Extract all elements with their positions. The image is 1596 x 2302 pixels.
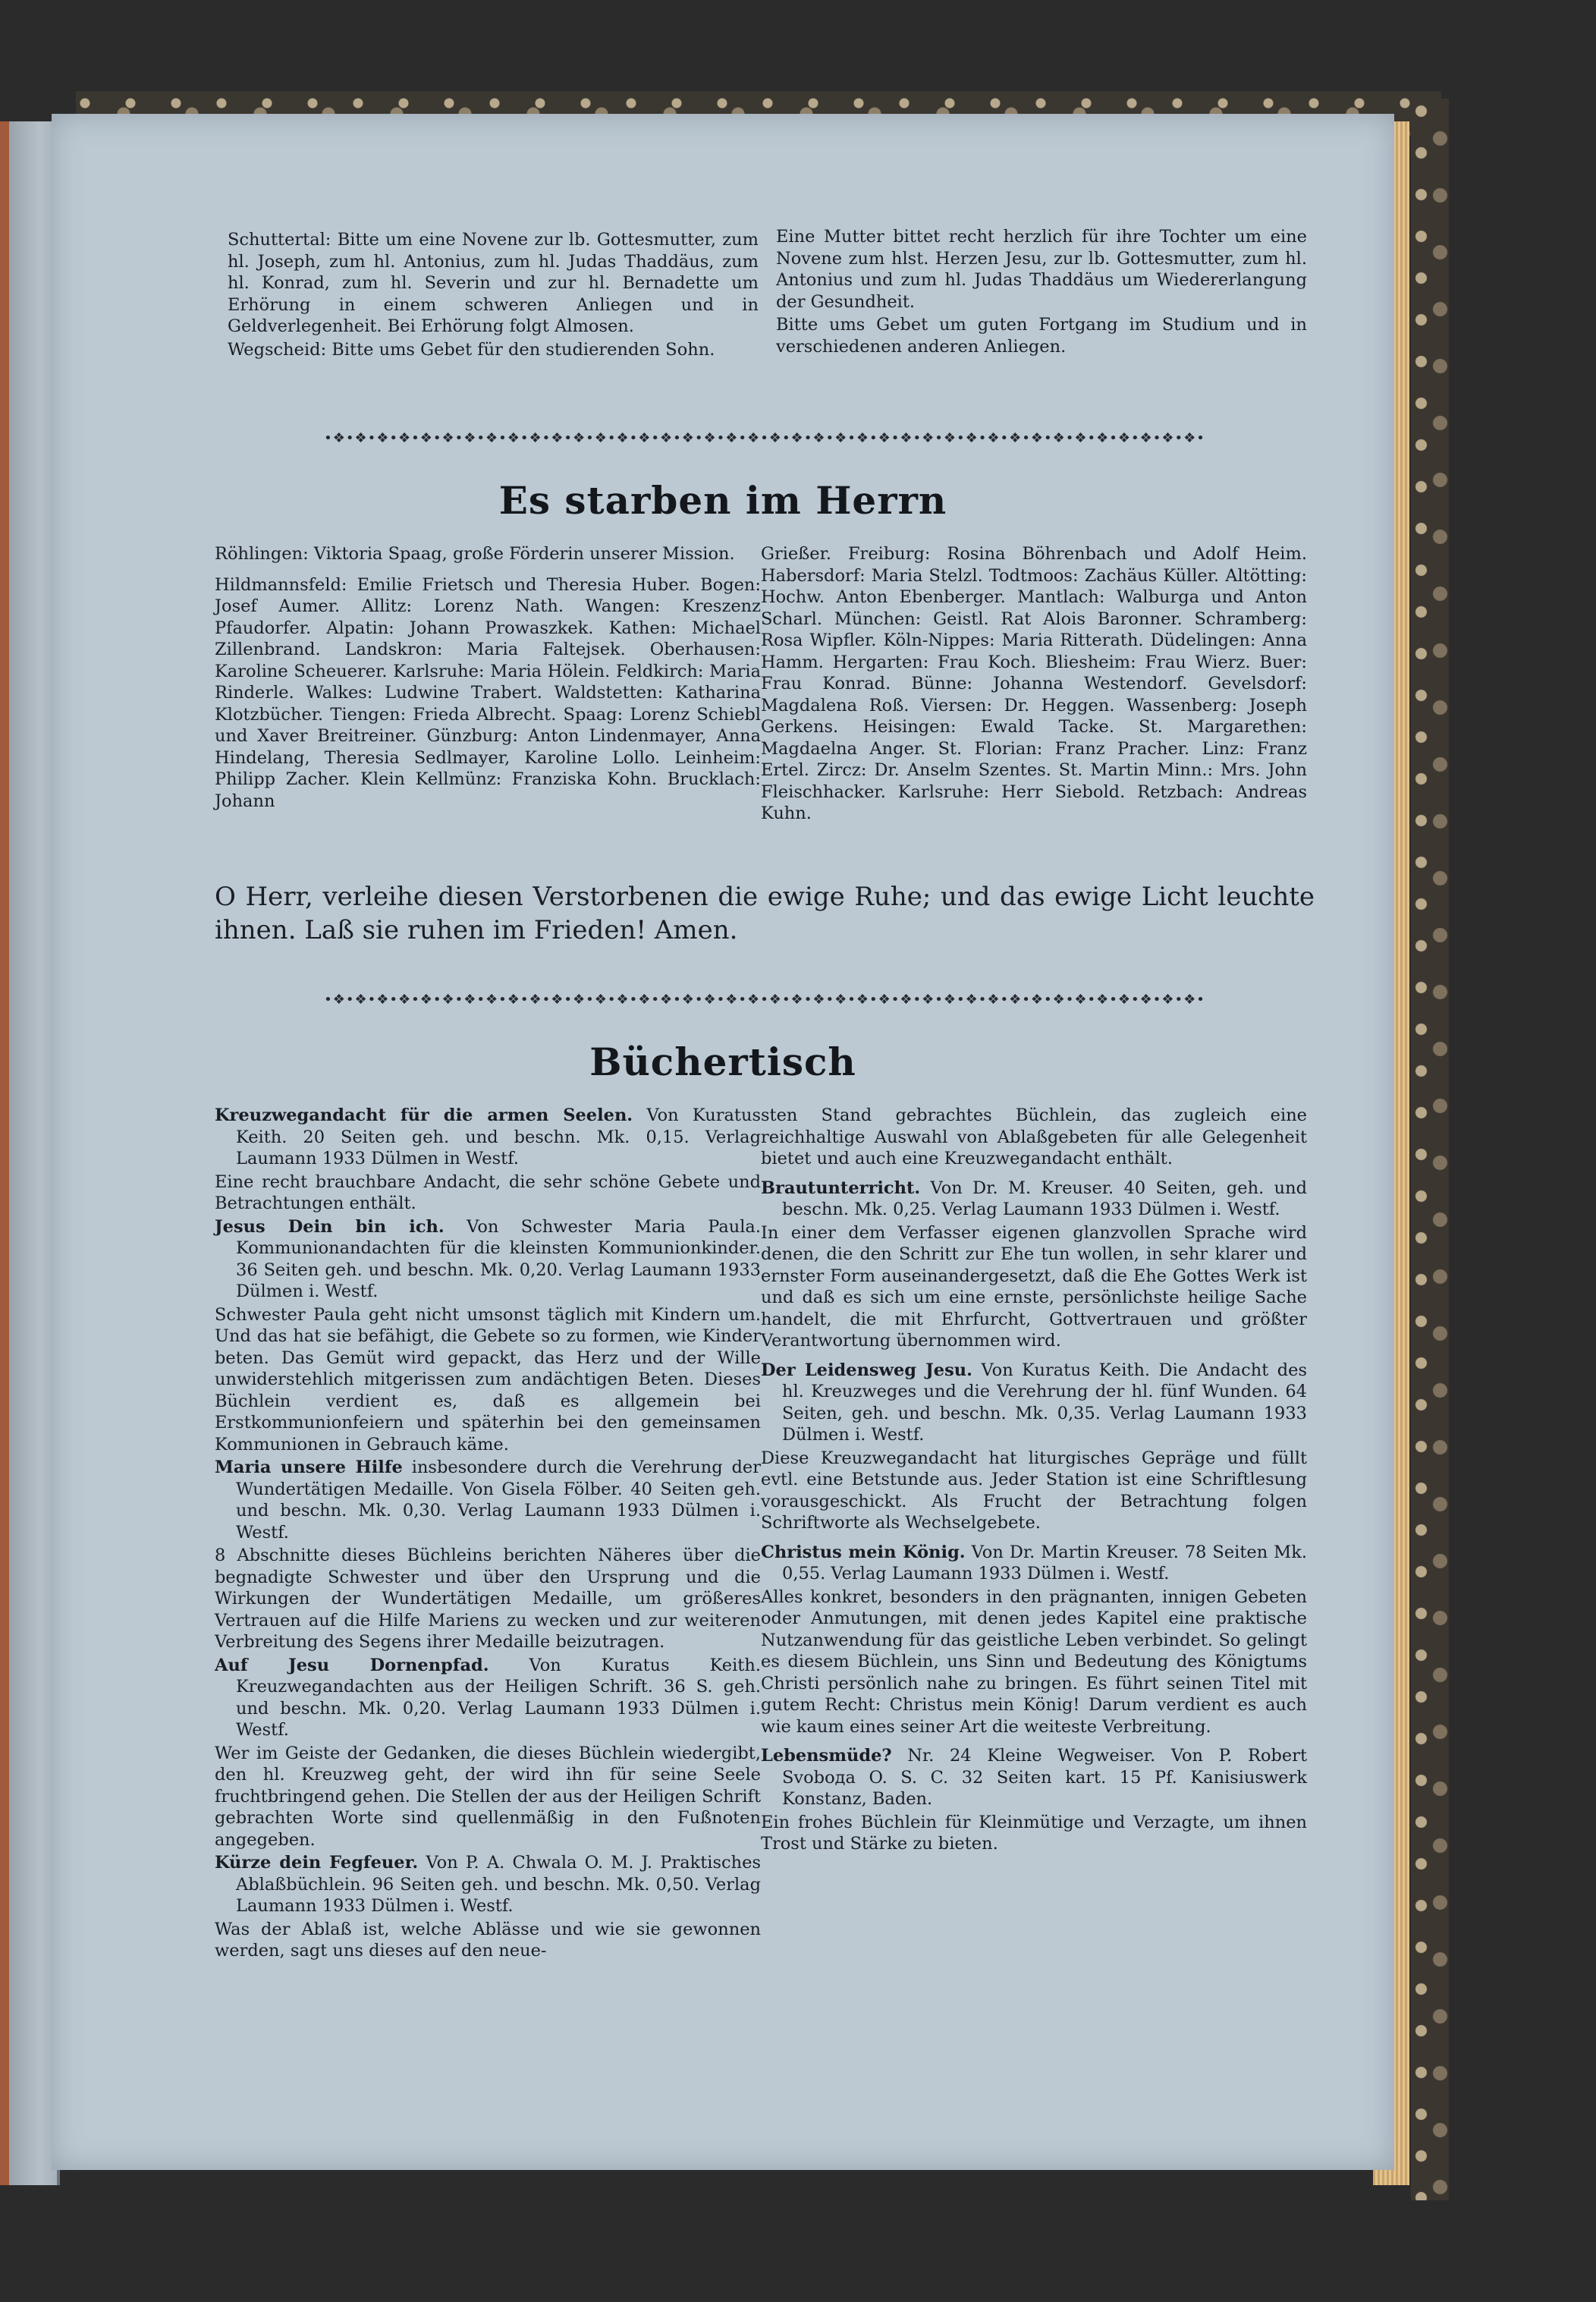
obituary-heading: Es starben im Herrn — [498, 478, 947, 523]
memorial-prayer: O Herr, verleihe diesen Verstorbenen die ewige Ruhe; und das ewige Licht leuchte ihnen. Laß sie ruhen im Frieden! Amen. — [215, 882, 1315, 945]
book-review: 8 Abschnitte dieses Büchleins berichten Näheres über die begnadigte Schwester und über den Ursprung und die Wirkungen der Wundertätigen Medaille, um größeres Vertrauen auf die Hilfe Mariens zu wecken und zur weiteren Verbreitung des Segens ihrer Medaille beizutragen. — [215, 1546, 761, 1652]
book-entry — [215, 1105, 761, 1170]
request-paragraph: Wegscheid: Bitte ums Gebet für den studierenden Sohn. — [228, 339, 715, 360]
book-title: Kreuzwegandacht für die armen Seelen. — [215, 1105, 633, 1125]
book-title: Christus mein König. — [761, 1542, 966, 1562]
request-paragraph: Eine Mutter bittet recht herzlich für ihre Tochter um eine Novene zum hlst. Herzen Jesu, zur lb. Gottesmutter, zum hl. Antonius und zum hl. Judas Thaddäus um Wiedererlangung der Gesundheit. — [776, 227, 1307, 312]
binding-spine — [1411, 99, 1449, 2200]
book-entry — [215, 1852, 761, 1917]
requests-right-column — [776, 226, 1307, 357]
book-review: sten Stand gebrachtes Büchlein, das zugleich eine reichhaltige Auswahl von Ablaßgebeten für alle Gelegenheit bietet und auch eine Kreuzwegandacht enthält. — [761, 1105, 1307, 1168]
obituary-paragraph: Röhlingen: Viktoria Spaag, große Förderin unserer Mission. — [215, 544, 735, 564]
book-review: Wer im Geiste der Gedanken, die dieses Büchlein wiedergibt, den hl. Kreuzweg geht, der wird ihn für seine Seele fruchtbringend gehen. Die Stellen der aus der Heiligen Schrift gebrachten Worte sind quellenmäßig in den Fußnoten angegeben. — [215, 1743, 761, 1850]
obituary-paragraph: Grießer. Freiburg: Rosina Böhrenbach und Adolf Heim. Habersdorf: Maria Stelzl. Todtmoos: Zachäus Küller. Altötting: Hochw. Anton Ebenberger. Mantlach: Walburga und Anton Scharl. München: Geistl. Rat Alois Baronner. Schramberg: Rosa Wipfler. Köln-Nippes: Maria Ritterath. Düdelingen: Anna Hamm. Hergarten: Frau Koch. Bliesheim: Frau Wierz. Buer: Frau Konrad. Bünne: Johanna Westendorf. Gevelsdorf: Magdalena Roß. Viersen: Dr. Heggen. Wassenberg: Joseph Gerkens. Heisingen: Ewald Tacke. St. Margarethen: Magdaelna Anger. St. Florian: Franz Pracher. Linz: Franz Ertel. Zircz: Dr. Anselm Szentes. St. Martin Minn.: Mrs. John Fleischhacker. Karlsruhe: Herr Siebold. Retzbach: Andreas Kuhn. — [761, 544, 1307, 823]
book-details: Von Kuratus Keith. Die Andacht des hl. Kreuzweges und die Verehrung der hl. fünf Wunden. 64 Seiten, geh. und beschn. Mk. 0,35. Verlag Laumann 1933 Dülmen i. Westf. — [782, 1360, 1308, 1445]
book-details: Von Schwester Maria Paula. Kommunionandachten für die kleinsten Kommunionkinder. 36 Seiten geh. und beschn. Mk. 0,20. Verlag Laumann 1933 Dülmen i. Westf. — [236, 1216, 761, 1301]
book-details: Von Dr. M. Kreuser. 40 Seiten, geh. und beschn. Mk. 0,25. Verlag Laumann 1933 Dülmen i. Westf. — [782, 1178, 1307, 1219]
ornamental-divider: •❖•❖•❖•❖•❖•❖•❖•❖•❖•❖•❖•❖•❖•❖•❖•❖•❖•❖•❖•❖•❖•❖•❖•❖•❖•❖•❖•❖•❖•❖•❖•❖•❖•❖•❖•❖•❖•❖•❖•❖• — [324, 994, 1205, 1006]
book-entry — [215, 1457, 761, 1543]
book-review: In einer dem Verfasser eigenen glanzvollen Sprache wird denen, die den Schritt zur Ehe tun wollen, in sehr klarer und ernster Form auseinandergesetzt, daß die Ehe Gottes Werk ist und daß es sich um eine ernste, persönlichste heilige Sache handelt, die mit Ehrfurcht, Gottvertrauen und größter Verantwortung übernommen wird. — [761, 1222, 1307, 1351]
books-right-column — [761, 1105, 1307, 1855]
book-entry — [761, 1178, 1307, 1221]
book-details: insbesondere durch die Verehrung der Wundertätigen Medaille. Von Gisela Fölber. 40 Seiten geh. und beschn. Mk. 0,30. Verlag Laumann 1933 Dülmen i. Westf. — [236, 1458, 761, 1543]
book-details: Von P. A. Chwala O. M. J. Praktisches Ablaßbüchlein. 96 Seiten geh. und beschn. Mk. 0,50. Verlag Laumann 1933 Dülmen i. Westf. — [236, 1853, 761, 1916]
book-title: Jesus Dein bin ich. — [215, 1216, 445, 1237]
book-review: Diese Kreuzwegandacht hat liturgisches Gepräge und füllt evtl. eine Betstunde aus. Jeder Station ist eine Schriftlesung vorausgeschickt. Als Frucht der Betrachtung folgen Schriftworte als Wechselgebete. — [761, 1448, 1307, 1533]
obituary-paragraph: Hildmannsfeld: Emilie Frietsch und Theresia Huber. Bogen: Josef Aumer. Allitz: Lorenz Nath. Wangen: Kreszenz Pfaudorfer. Alpatin: Johann Prowaszkek. Kathen: Michael Zillenbrand. Landskron: Maria Faltejsek. Oberhausen: Karoline Scheuerer. Karlsruhe: Maria Hölein. Feldkirch: Maria Rinderle. Walkes: Ludwine Trabert. Waldstetten: Katharina Klotzbücher. Tiengen: Frieda Albrecht. Spaag: Lorenz Schiebl und Xaver Breitreiner. Günzburg: Anton Lindenmayer, Anna Hindelang, Theresia Sedlmayer, Karoline Lollo. Leinheim: Philipp Zacher. Klein Kellmünz: Franziska Kohn. Brucklach: Johann — [215, 574, 761, 811]
books-heading: Büchertisch — [589, 1039, 856, 1084]
book-cover-edge — [0, 121, 9, 2185]
book-entry — [215, 1655, 761, 1741]
book-page — [52, 114, 1394, 2170]
book-entry — [761, 1360, 1307, 1446]
books-left-column — [215, 1105, 761, 1962]
book-entry — [761, 1745, 1307, 1810]
book-review: Schwester Paula geht nicht umsonst täglich mit Kindern um. Und das hat sie befähigt, die Gebete so zu formen, wie Kinder beten. Das Gemüt wird gepackt, das Herz und der Wille unwiderstehlich mitgerissen zum andächtigen Beten. Dieses Büchlein verdient es, daß es allgemein bei Erstkommunionfeiern und späterhin bei den gemeinsamen Kommunionen in Gebrauch käme. — [215, 1304, 761, 1454]
book-title: Auf Jesu Dornenpfad. — [215, 1655, 489, 1675]
book-review: Ein frohes Büchlein für Kleinmütige und Verzagte, um ihnen Trost und Stärke zu bieten. — [761, 1812, 1307, 1854]
book-title: Kürze dein Fegfeuer. — [215, 1853, 419, 1873]
book-details: Von Kuratus Keith. Kreuzwegandachten aus der Heiligen Schrift. 36 S. geh. und beschn. Mk. 0,20. Verlag Laumann 1933 Dülmen i. Westf. — [236, 1655, 761, 1740]
book-title: Der Leidensweg Jesu. — [761, 1360, 972, 1380]
request-paragraph: Schuttertal: Bitte um eine Novene zur lb. Gottesmutter, zum hl. Joseph, zum hl. Antonius, zum hl. Judas Thaddäus, zum hl. Konrad, zum hl. Severin und zur hl. Bernadette um Erhörung in einem schweren Anliegen und in Geldverlegenheit. Bei Erhörung folgt Almosen. — [228, 230, 759, 336]
book-entry — [761, 1542, 1307, 1585]
book-entry — [215, 1216, 761, 1303]
book-details: Nr. 24 Kleine Wegweiser. Von P. Robert Svobода O. S. C. 32 Seiten kart. 15 Pf. Kanisiuswerk Konstanz, Baden. — [782, 1746, 1308, 1809]
ornamental-divider: •❖•❖•❖•❖•❖•❖•❖•❖•❖•❖•❖•❖•❖•❖•❖•❖•❖•❖•❖•❖•❖•❖•❖•❖•❖•❖•❖•❖•❖•❖•❖•❖•❖•❖•❖•❖•❖•❖•❖•❖• — [324, 432, 1205, 445]
book-details: Von Kuratus Keith. 20 Seiten geh. und beschn. Mk. 0,15. Verlag Laumann 1933 Dülmen in Westf. — [236, 1105, 761, 1168]
book-review: Alles konkret, besonders in den prägnanten, innigen Gebeten oder Anmutungen, mit denen jedes Kapitel eine praktische Nutzanwendung für das geistliche Leben verbindet. So gelingt es diesem Büchlein, uns Sinn und Bedeutung des Königtums Christi persönlich nahe zu bringen. Es führt seinen Titel mit gutem Recht: Christus mein König! Darum verdient es auch wie kaum eines seiner Art die weiteste Verbreitung. — [761, 1587, 1307, 1737]
obituary-left-column — [215, 543, 761, 812]
book-title: Maria unsere Hilfe — [215, 1458, 403, 1477]
request-paragraph: Bitte ums Gebet um guten Fortgang im Studium und in verschiedenen anderen Anliegen. — [776, 315, 1307, 357]
book-title: Brautunterricht. — [761, 1178, 921, 1198]
book-review: Was der Ablaß ist, welche Ablässe und wie sie gewonnen werden, sagt uns dieses auf den neue- — [215, 1919, 761, 1961]
book-title: Lebensmüde? — [761, 1746, 892, 1766]
book-review: Eine recht brauchbare Andacht, die sehr schöne Gebete und Betrachtungen enthält. — [215, 1171, 761, 1213]
requests-left-column — [228, 229, 759, 360]
obituary-right-column — [761, 543, 1307, 825]
book-details: Von Dr. Martin Kreuser. 78 Seiten Mk. 0,55. Verlag Laumann 1933 Dülmen i. Westf. — [782, 1542, 1307, 1583]
